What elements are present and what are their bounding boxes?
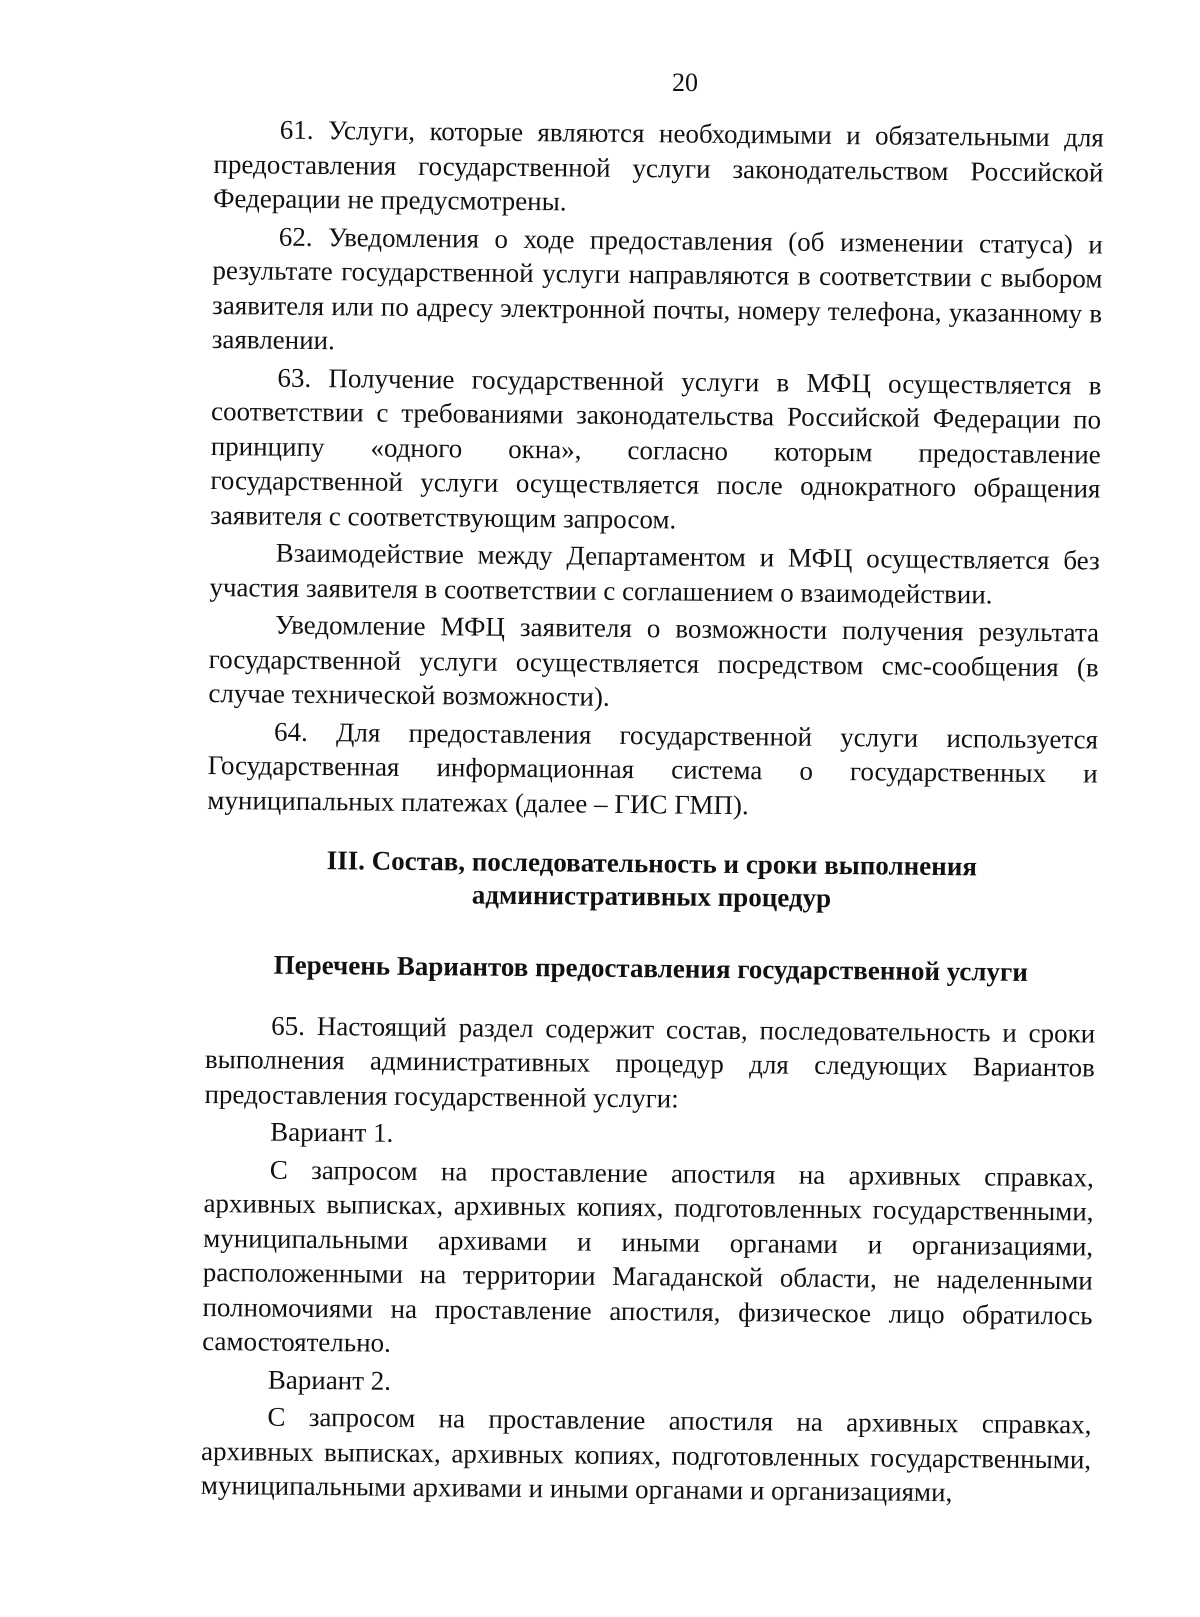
paragraph-63: 63. Получение государственной услуги в МФЦ осуществляется в соответствии с требованиями законодательства Российской Федерации по принципу «одного окна», согласно которым предоставление государственной услуги осуществляется после однократного обращения заявителя с соответствующим запросом. (209, 362, 1102, 534)
paragraph-notification: Уведомление МФЦ заявителя о возможности получения результата государственной услуги осуществляется посредством смс-сообщения (в случае технической возможности). (208, 609, 1100, 712)
paragraph-65: 65. Настоящий раздел содержит состав, последовательность и сроки выполнения административных процедур для следующих Вариантов предоставления государственной услуги: (204, 1010, 1096, 1114)
paragraph-interaction: Взаимодействие между Департаментом и МФЦ осуществляется без участия заявителя в соответствии с соглашением о взаимодействии. (209, 537, 1100, 609)
variant-2-text: С запросом на проставление апостиля на архивных справках, архивных выписках, архивных копиях, подготовленных государственными, муниципальными архивами и иными органами и организациями, (200, 1401, 1092, 1508)
paragraph-61: 61. Услуги, которые являются необходимыми и обязательными для предоставления государственной услуги законодательством Российской Федерации не предусмотрены. (213, 114, 1104, 217)
section-heading-line2: административных процедур (471, 879, 832, 913)
subheading: Перечень Вариантов предоставления государственной услуги (273, 949, 1028, 987)
document-body (201, 112, 1104, 1514)
paragraph-62: 62. Уведомления о ходе предоставления (об изменении статуса) и результате государственной услуги направляются в соответствии с выбором заявителя или по адресу электронной почты, номеру телефона, указанному в заявлении. (211, 221, 1103, 356)
variant-1-label: Вариант 1. (270, 1116, 394, 1148)
variant-1-text: С запросом на проставление апостиля на архивных справках, архивных выписках, архивных копиях, подготовленных государственными, муниципальными архивами и иными органами и организациями, расположенными на территории Магаданской области, не наделенными полномочиями на проставление апостиля, физическое лицо обратилось самостоятельно. (202, 1154, 1094, 1358)
section-heading (206, 843, 1097, 918)
section-heading-line1: III. Состав, последовательность и сроки выполнения (326, 845, 978, 882)
page-number: 20 (672, 68, 698, 97)
paragraph-64: 64. Для предоставления государственной услуги используется Государственная информационная система о государственных и муниципальных платежах (далее – ГИС ГМП). (207, 716, 1099, 820)
variant-2-label: Вариант 2. (267, 1364, 392, 1396)
